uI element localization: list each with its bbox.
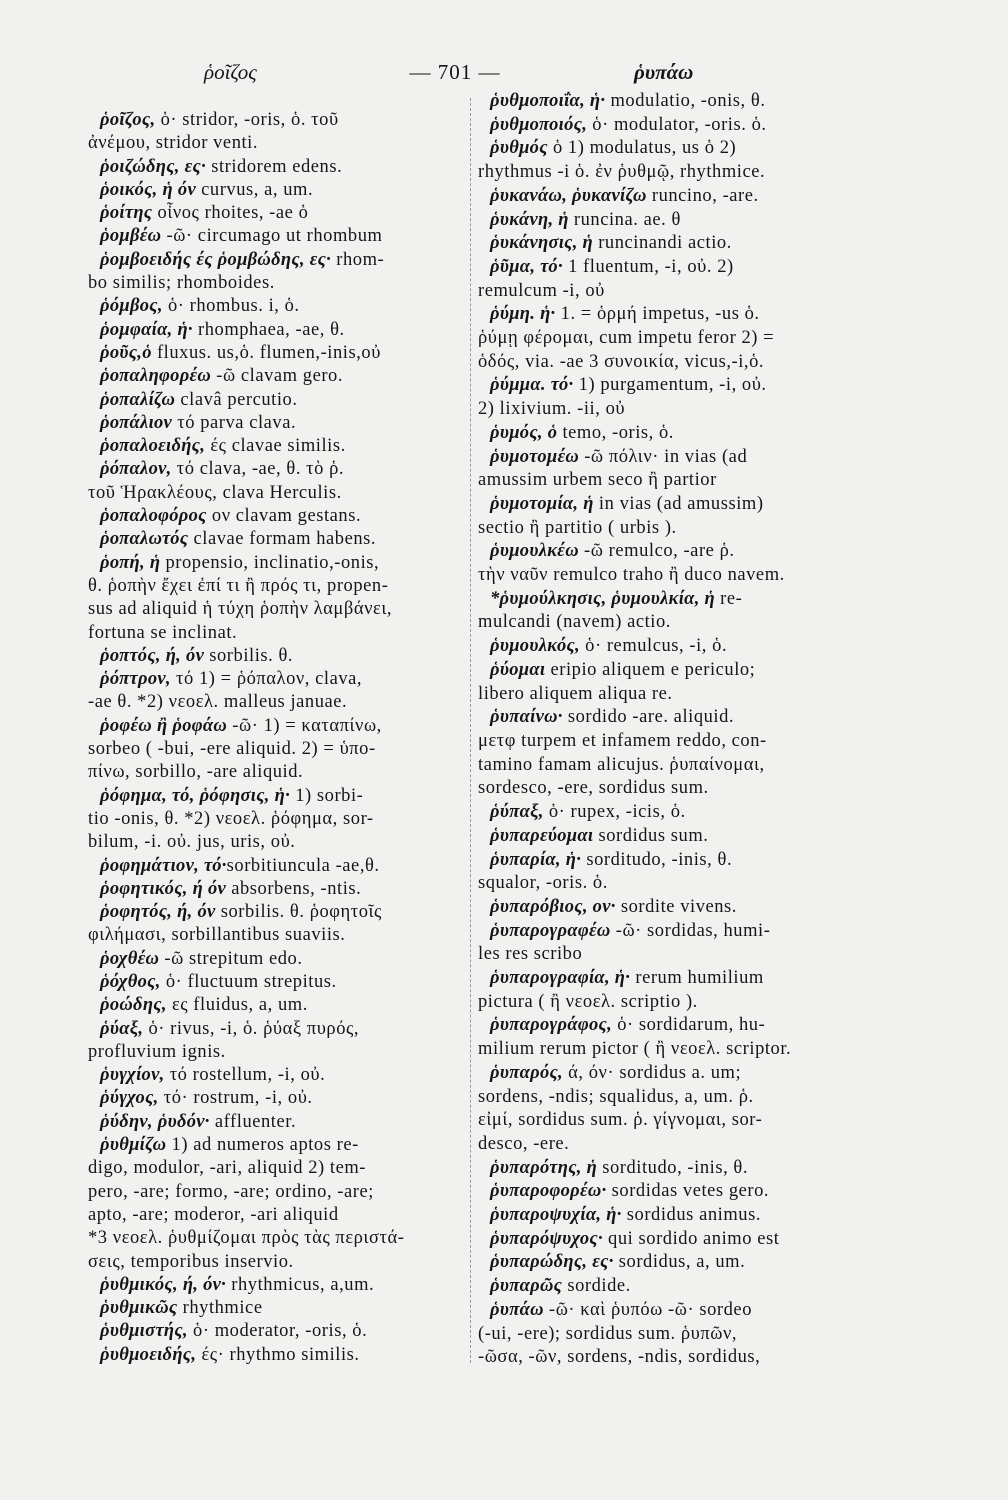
definition-text: ἀνέμου, stridor venti. <box>88 133 259 154</box>
headword: ῥοπάλιον <box>100 412 173 433</box>
dictionary-line <box>88 1227 466 1250</box>
dictionary-line <box>478 730 910 754</box>
definition-text: sordide. <box>562 1276 631 1297</box>
definition-text: *3 νεοελ. ῥυθμίζομαι πρὸς τὰς περιστά- <box>88 1228 405 1249</box>
headword: ῥοίτης <box>100 203 153 224</box>
dictionary-line <box>478 185 910 209</box>
definition-text: rhythmicus, a,um. <box>226 1274 375 1295</box>
definition-text: sorbitiuncula -ae,θ. <box>226 855 380 876</box>
dictionary-line <box>478 849 910 873</box>
dictionary-line <box>478 991 910 1015</box>
dictionary-line <box>478 540 910 564</box>
definition-text: ὁ· sordidarum, hu- <box>612 1015 766 1036</box>
headword: ῥυπαρία, ἡ· <box>490 849 582 870</box>
definition-text: sorbilis. θ. ῥοφητοῖς <box>215 902 382 923</box>
headword: ῥόχθος, <box>100 971 161 992</box>
definition-text: rerum humilium <box>630 968 764 989</box>
dictionary-line <box>478 1133 910 1157</box>
headword: ῥυμός, ὁ <box>490 422 558 443</box>
definition-text: ὁ· stridor, -oris, ὁ. τοῦ <box>155 110 339 130</box>
dictionary-line <box>478 1299 910 1323</box>
definition-text: sordidas vetes gero. <box>606 1181 770 1202</box>
dictionary-line <box>478 469 910 493</box>
dictionary-line <box>88 948 466 971</box>
definition-text: rhythmus -i ὁ. ἐν ῥυθμῷ, rhythmice. <box>478 162 766 183</box>
headword: ῥόμβος, <box>100 296 163 317</box>
dictionary-line <box>88 761 466 784</box>
definition-text: bilum, -i. οὐ. jus, uris, οὐ. <box>88 832 296 853</box>
headword: ῥοφημάτιον, τό· <box>100 855 227 876</box>
definition-text: τό 1) = ῥόπαλον, clava, <box>170 669 363 690</box>
dictionary-line <box>88 1274 466 1297</box>
headword: ῥοφητός, ή, όν <box>100 902 216 923</box>
dictionary-line <box>88 1320 466 1343</box>
dictionary-line <box>88 132 466 155</box>
headword: ῥυθμικῶς <box>100 1298 178 1319</box>
dictionary-line <box>88 202 466 225</box>
definition-text: sordite vivens. <box>615 896 737 917</box>
dictionary-line <box>88 1041 466 1064</box>
dictionary-line <box>478 683 910 707</box>
headword: ῥυθμοποιός, <box>490 114 588 135</box>
dictionary-line <box>478 777 910 801</box>
dictionary-line <box>478 114 910 138</box>
dictionary-line <box>478 1086 910 1110</box>
definition-text: pero, -are; formo, -are; ordino, -are; <box>88 1181 374 1202</box>
headword: ῥύομαι <box>490 659 546 680</box>
definition-text: amussim urbem seco ἢ partior <box>478 470 717 491</box>
definition-text: ές clavae similis. <box>205 436 346 457</box>
definition-text: ές· rhythmo similis. <box>196 1344 360 1365</box>
dictionary-line <box>88 319 466 342</box>
dictionary-line <box>88 272 466 295</box>
definition-text: τοῦ Ἡρακλέους, clava Herculis. <box>88 482 342 503</box>
headword: *ῥυμούλκησις, ῥυμουλκία, ἡ <box>490 588 715 609</box>
headword: ῥόφημα, τό, ῥόφησις, ἡ· <box>100 785 291 806</box>
dictionary-line <box>478 1228 910 1252</box>
headword: ῥυθμός <box>490 138 548 159</box>
definition-text: ὁ· modulator, -oris. ὁ. <box>587 114 767 135</box>
definition-text: τό clava, -ae, θ. τὸ ῥ. <box>171 459 345 480</box>
headword: ῥυπαρότης, ἡ <box>490 1157 598 1178</box>
headword: ῥόπτρον, <box>100 669 171 690</box>
definition-text: modulatio, -onis, θ. <box>605 91 766 111</box>
dictionary-line <box>88 552 466 575</box>
headword: ῥυμουλκέω <box>490 541 579 562</box>
definition-text: ὁ· rivus, -i, ὁ. ῥύαξ πυρός, <box>143 1018 360 1039</box>
definition-text: pictura ( ἢ νεοελ. scriptio ). <box>478 991 698 1012</box>
dictionary-line <box>478 517 910 541</box>
definition-text: ες fluidus, a, um. <box>166 995 308 1016</box>
dictionary-line <box>478 90 910 114</box>
headword: ῥοχθέω <box>100 948 160 969</box>
dictionary-line <box>478 943 910 967</box>
dictionary-line <box>88 389 466 412</box>
definition-text: tio -onis, θ. *2) νεοελ. ῥόφημα, sor- <box>88 808 374 829</box>
dictionary-line <box>88 1111 466 1134</box>
dictionary-line <box>88 715 466 738</box>
definition-text: ὁ· rhombus. i, ὁ. <box>162 296 300 317</box>
dictionary-line <box>478 635 910 659</box>
dictionary-line <box>88 738 466 761</box>
definition-text: absorbens, -ntis. <box>226 878 362 899</box>
headword: ῥυπαρογράφος, <box>490 1015 613 1036</box>
definition-text: ὁ· fluctuum strepitus. <box>160 971 337 992</box>
headword: ῥοικός, ἡ όν <box>100 179 196 200</box>
definition-text: runcina. ae. θ <box>568 209 681 230</box>
dictionary-line <box>88 225 466 248</box>
headword: ῥοώδης, <box>100 995 167 1016</box>
definition-text: sordidus, a, um. <box>613 1252 746 1273</box>
headword: ῥύμη. ἡ· <box>490 304 556 325</box>
definition-text: 1 fluentum, -i, οὐ. 2) <box>562 256 734 277</box>
dictionary-line <box>478 351 910 375</box>
definition-text: ὁ 1) modulatus, us ὁ 2) <box>547 138 737 159</box>
dictionary-line <box>88 412 466 435</box>
definition-text: in vias (ad amussim) <box>593 493 764 514</box>
dictionary-line <box>478 1062 910 1086</box>
definition-text: apto, -are; moderor, -ari aliquid <box>88 1204 339 1225</box>
left-column <box>88 109 466 1367</box>
dictionary-line <box>88 878 466 901</box>
definition-text: ῥύμῃ φέρομαι, cum impetu feror 2) = <box>478 328 775 349</box>
dictionary-line <box>478 1204 910 1228</box>
dictionary-line <box>88 924 466 947</box>
definition-text: squalor, -oris. ὁ. <box>478 873 608 894</box>
definition-text: σεις, temporibus inservio. <box>88 1251 294 1272</box>
dictionary-line <box>88 295 466 318</box>
definition-text: libero aliquem aliqua re. <box>478 683 673 704</box>
definition-text: sordidus sum. <box>593 825 709 846</box>
dictionary-line <box>88 994 466 1017</box>
dictionary-line <box>478 493 910 517</box>
dictionary-line <box>88 1157 466 1180</box>
headword: ῥυπαρεύομαι <box>490 825 594 846</box>
definition-text: bo similis; rhomboides. <box>88 273 275 294</box>
definition-text: sorbilis. θ. <box>204 645 294 666</box>
running-head-left: ῥοῖζος <box>204 60 257 84</box>
definition-text: sorbeo ( -bui, -ere aliquid. 2) = ὑπο- <box>88 739 376 760</box>
dictionary-line <box>478 256 910 280</box>
dictionary-line <box>88 668 466 691</box>
dictionary-line <box>478 1157 910 1181</box>
headword: ῥυπαρογραφέω <box>490 920 611 941</box>
headword: ῥυκάνη, ἡ <box>490 209 569 230</box>
dictionary-line <box>478 137 910 161</box>
dictionary-line <box>478 303 910 327</box>
headword: ῥυπαροψυχία, ἡ· <box>490 1205 622 1226</box>
dictionary-line <box>88 575 466 598</box>
definition-text: 1) purgamentum, -i, οὐ. <box>573 375 767 396</box>
dictionary-line <box>88 1064 466 1087</box>
headword: ῥυμοτομία, ἡ <box>490 493 594 514</box>
definition-text: μετφ turpem et infamem reddo, con- <box>478 730 767 751</box>
column-divider <box>470 98 471 1363</box>
dictionary-line <box>478 1251 910 1275</box>
dictionary-line <box>478 1109 910 1133</box>
definition-text: ὁδός, via. -ae 3 συνοικία, vicus,-i,ὁ. <box>478 351 765 372</box>
dictionary-line <box>478 801 910 825</box>
definition-text: 1) ad numeros aptos re- <box>166 1135 359 1156</box>
definition-text: les res scribo <box>478 944 583 965</box>
definition-text: οἶνος rhoites, -ae ὁ <box>152 203 309 224</box>
dictionary-line <box>88 855 466 878</box>
headword: ῥοπαλοειδής, <box>100 436 206 457</box>
page-number: — 701 — <box>409 60 501 84</box>
dictionary-line <box>88 622 466 645</box>
definition-text: runcinandi actio. <box>593 233 732 254</box>
headword: ῥυπαρώδης, ες· <box>490 1252 614 1273</box>
definition-text: τὴν ναῦν remulco traho ἢ duco navem. <box>478 565 785 586</box>
definition-text: -ῶ· καὶ ῥυπόω -ῶ· sordeo <box>543 1299 752 1320</box>
headword: ῥυθμιστής, <box>100 1321 188 1342</box>
headword: ῥύπαξ, <box>490 802 544 823</box>
dictionary-line <box>88 342 466 365</box>
dictionary-line <box>478 896 910 920</box>
definition-text: propensio, inclinatio,-onis, <box>160 552 380 573</box>
headword: ῥοῦς,ὁ <box>100 342 152 363</box>
definition-text: ον clavam gestans. <box>206 506 362 527</box>
headword: ῥυθμοποιΐα, ἡ· <box>490 91 606 111</box>
dictionary-line <box>88 1018 466 1041</box>
definition-text: rhom- <box>331 249 385 270</box>
dictionary-line <box>478 1180 910 1204</box>
definition-text: qui sordido animo est <box>602 1228 780 1249</box>
definition-text: sordido -are. aliquid. <box>562 707 735 728</box>
definition-text: sordidus animus. <box>621 1205 761 1226</box>
definition-text: 1) sorbi- <box>290 785 364 806</box>
definition-text: milium rerum pictor ( ἢ νεοελ. scriptor. <box>478 1039 792 1060</box>
headword: ῥυμοτομέω <box>490 446 580 467</box>
dictionary-line <box>88 1204 466 1227</box>
definition-text: -ῶ· 1) = καταπίνω, <box>227 715 382 736</box>
headword: ῥόπαλον, <box>100 459 172 480</box>
dictionary-line <box>88 458 466 481</box>
dictionary-line <box>478 446 910 470</box>
running-head-right: ῥυπάω <box>634 60 694 84</box>
definition-text: rhomphaea, -ae, θ. <box>192 319 345 340</box>
dictionary-line <box>478 1323 910 1347</box>
definition-text: remulcum -i, οὐ <box>478 280 605 301</box>
dictionary-line <box>478 706 910 730</box>
dictionary-line <box>88 598 466 621</box>
definition-text: sordesco, -ere, sordidus sum. <box>478 778 709 799</box>
headword: ῥύαξ, <box>100 1018 144 1039</box>
headword: ῥύγχος, <box>100 1088 159 1109</box>
definition-text: re- <box>715 588 743 609</box>
dictionary-line <box>478 327 910 351</box>
definition-text: -ῶ strepitum edo. <box>159 948 303 969</box>
headword: ῥυπαρῶς <box>490 1276 563 1297</box>
dictionary-line <box>478 611 910 635</box>
headword: ῥυθμίζω <box>100 1135 167 1156</box>
headword: ῥυκανάω, ῥυκανίζω <box>490 185 647 206</box>
definition-text: ά, όν· sordidus a. um; <box>562 1062 742 1083</box>
dictionary-line <box>88 505 466 528</box>
definition-text: digo, modulor, -ari, aliquid 2) tem- <box>88 1158 367 1179</box>
definition-text: -ῶ· circumago ut rhombum <box>161 226 383 247</box>
dictionary-line <box>478 872 910 896</box>
dictionary-line <box>88 179 466 202</box>
dictionary-line <box>478 1346 910 1370</box>
headword: ῥῦμα, τό· <box>490 256 563 277</box>
headword: ῥυκάνησις, ἡ <box>490 233 594 254</box>
dictionary-line <box>88 249 466 272</box>
definition-text: sectio ἢ partitio ( urbis ). <box>478 517 677 538</box>
dictionary-line <box>478 232 910 256</box>
definition-text: sordens, -ndis; squalidus, a, um. ῥ. <box>478 1086 754 1107</box>
dictionary-line <box>478 659 910 683</box>
dictionary-line <box>478 1014 910 1038</box>
headword: ῥυπάω <box>490 1299 544 1320</box>
definition-text: πίνω, sorbillo, -are aliquid. <box>88 762 304 783</box>
definition-text: 1. = ὁρμή impetus, -us ὁ. <box>555 304 760 325</box>
headword: ῥυπαροφορέω· <box>490 1181 607 1202</box>
definition-text: curvus, a, um. <box>195 179 314 200</box>
dictionary-line <box>478 374 910 398</box>
headword: ῥύδην, ῥυδόν· <box>100 1111 210 1132</box>
definition-text: τό· rostrum, -i, οὐ. <box>158 1088 313 1109</box>
dictionary-line <box>88 156 466 179</box>
definition-text: fortuna se inclinat. <box>88 622 238 643</box>
dictionary-line <box>88 1297 466 1320</box>
headword: ῥομβέω <box>100 226 162 247</box>
dictionary-line <box>478 588 910 612</box>
definition-text: ὁ· remulcus, -i, ὁ. <box>579 636 728 657</box>
definition-text: eripio aliquem e periculo; <box>545 659 756 680</box>
definition-text: affluenter. <box>209 1111 297 1132</box>
dictionary-line <box>478 1275 910 1299</box>
dictionary-line <box>478 209 910 233</box>
headword: ῥοπαληφορέω <box>100 366 212 387</box>
dictionary-line <box>88 831 466 854</box>
headword: ῥοπαλίζω <box>100 389 176 410</box>
definition-text: stridorem edens. <box>206 156 343 177</box>
headword: ῥυθμικός, ή, όν· <box>100 1274 227 1295</box>
headword: ῥυγχίον, <box>100 1065 165 1086</box>
headword: ῥυπαρός, <box>490 1062 563 1083</box>
definition-text: τό rostellum, -i, οὐ. <box>164 1065 326 1086</box>
definition-text: rhythmice <box>177 1298 263 1319</box>
definition-text: sorditudo, -inis, θ. <box>597 1157 749 1178</box>
definition-text: 2) lixivium. -ii, οὐ <box>478 399 626 420</box>
definition-text: mulcandi (navem) actio. <box>478 612 671 633</box>
dictionary-line <box>88 645 466 668</box>
definition-text: -ῶσα, -ῶν, sordens, -ndis, sordidus, <box>478 1347 761 1368</box>
headword: ῥοπαλοφόρος <box>100 506 207 527</box>
dictionary-line <box>88 1134 466 1157</box>
headword: ῥοφητικός, ή όν <box>100 878 227 899</box>
definition-text: ὁ· rupex, -icis, ὁ. <box>543 802 686 823</box>
headword: ῥομβοειδής ές ῥομβώδης, ες· <box>100 249 332 270</box>
dictionary-line <box>478 398 910 422</box>
dictionary-line <box>478 967 910 991</box>
definition-text: φιλήμασι, sorbillantibus suaviis. <box>88 925 346 946</box>
definition-text: -ῶ remulco, -are ῥ. <box>578 541 735 562</box>
dictionary-line <box>88 435 466 458</box>
dictionary-line <box>478 920 910 944</box>
dictionary-line <box>478 825 910 849</box>
headword: ῥυθμοειδής, <box>100 1344 197 1365</box>
headword: ῥυπαίνω· <box>490 707 563 728</box>
definition-text: -ῶ πόλιν· in vias (ad <box>579 446 748 467</box>
definition-text: εἰμί, sordidus sum. ῥ. γίγνομαι, sor- <box>478 1110 763 1131</box>
headword: ῥοπτός, ή, όν <box>100 645 205 666</box>
dictionary-line <box>88 1251 466 1274</box>
dictionary-line <box>88 528 466 551</box>
headword: ῥυμουλκός, <box>490 636 580 657</box>
dictionary-line <box>88 971 466 994</box>
definition-text: θ. ῥοπὴν ἔχει ἐπί τι ἢ πρός τι, propen- <box>88 575 389 596</box>
headword: ῥομφαία, ἡ· <box>100 319 193 340</box>
dictionary-line <box>88 1087 466 1110</box>
definition-text: τό parva clava. <box>172 412 297 433</box>
definition-text: tamino famam alicujus. ῥυπαίνομαι, <box>478 754 765 775</box>
dictionary-line <box>88 1344 466 1367</box>
dictionary-line <box>88 365 466 388</box>
dictionary-line <box>478 280 910 304</box>
right-column <box>478 90 910 1370</box>
headword: ῥοπή, ἡ <box>100 552 161 573</box>
definition-text: runcino, -are. <box>646 185 759 206</box>
definition-text: clavâ percutio. <box>175 389 298 410</box>
definition-text: fluxus. us,ὁ. flumen,-inis,οὐ <box>151 342 381 363</box>
headword: ῥοιζώδης, ες· <box>100 156 207 177</box>
dictionary-line <box>478 161 910 185</box>
headword: ῥοπαλωτός <box>100 529 189 550</box>
definition-text: -ῶ· sordidas, humi- <box>610 920 771 941</box>
headword: ῥυπαρογραφία, ἡ· <box>490 968 631 989</box>
headword: ῥυπαρόψυχος· <box>490 1228 603 1249</box>
definition-text: sorditudo, -inis, θ. <box>581 849 733 870</box>
headword: ῥυπαρόβιος, ον· <box>490 896 616 917</box>
definition-text: clavae formam habens. <box>188 529 377 550</box>
definition-text: -ῶ clavam gero. <box>211 366 344 387</box>
definition-text: desco, -ere. <box>478 1133 570 1154</box>
dictionary-line <box>478 754 910 778</box>
definition-text: profluvium ignis. <box>88 1041 226 1062</box>
dictionary-line <box>88 901 466 924</box>
definition-text: (-ui, -ere); sordidus sum. ῥυπῶν, <box>478 1323 738 1344</box>
headword: ῥοφέω ἢ ῥοφάω <box>100 715 228 736</box>
dictionary-line <box>88 1181 466 1204</box>
dictionary-line <box>478 1038 910 1062</box>
dictionary-line <box>88 808 466 831</box>
definition-text: ὁ· moderator, -oris, ὁ. <box>187 1321 368 1342</box>
definition-text: sus ad aliquid ἡ τύχη ῥοπὴν λαμβάνει, <box>88 599 393 620</box>
definition-text: temo, -oris, ὁ. <box>557 422 674 443</box>
definition-text: -ae θ. *2) νεοελ. malleus januae. <box>88 692 348 713</box>
dictionary-line <box>88 785 466 808</box>
dictionary-line <box>88 482 466 505</box>
headword: ῥοῖζος, <box>100 110 156 130</box>
dictionary-line <box>478 422 910 446</box>
dictionary-line <box>88 109 466 132</box>
headword: ῥύμμα. τό· <box>490 375 574 396</box>
dictionary-line <box>88 691 466 714</box>
dictionary-line <box>478 564 910 588</box>
